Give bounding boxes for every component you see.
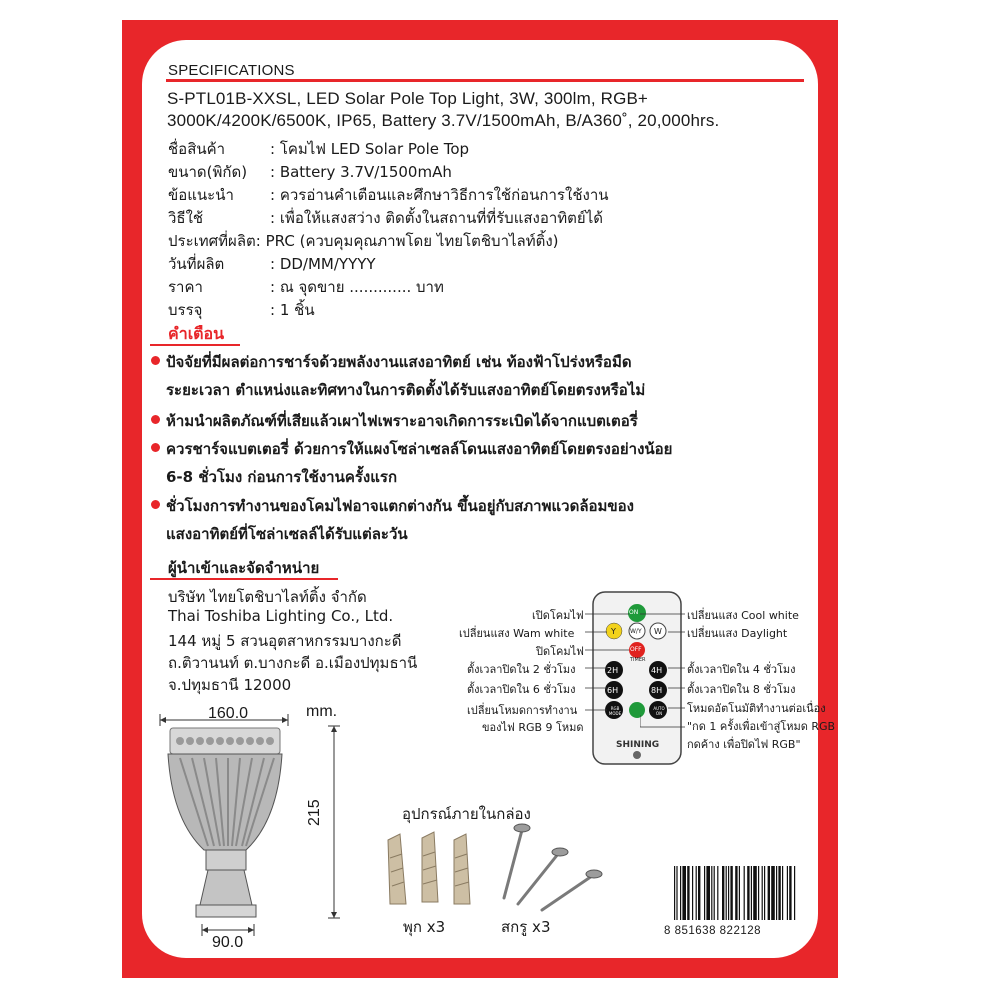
remote-label-left: เปลี่ยนโหมดการทำงาน <box>467 704 578 717</box>
barcode-bar <box>744 866 745 920</box>
warning-line: ปัจจัยที่มีผลต่อการชาร์จด้วยพลังงานแสงอาทิตย์ เช่น ท้องฟ้าโปร่งหรือมืด <box>166 353 632 371</box>
spec-row <box>168 137 469 161</box>
warning-title: คำเตือน <box>168 324 225 343</box>
bullet-icon <box>151 443 160 452</box>
remote-label-right: ตั้งเวลาปิดใน 4 ชั่วโมง <box>687 663 796 676</box>
barcode-bar <box>782 866 783 920</box>
warning-line: 6-8 ชั่วโมง ก่อนการใช้งานครั้งแรก <box>166 468 398 486</box>
spec-key: วันที่ผลิต <box>168 255 225 273</box>
spec-underline <box>166 79 804 82</box>
accessories-title: อุปกรณ์ภายในกล่อง <box>402 805 531 823</box>
barcode-bar <box>735 866 737 920</box>
spec-value: : Battery 3.7V/1500mAh <box>270 163 452 181</box>
screw-label: สกรู x3 <box>501 918 551 936</box>
spec-row <box>168 252 376 276</box>
spec-value: : 1 ชิ้น <box>270 301 315 319</box>
barcode-bar <box>753 866 757 920</box>
remote-label-left: ของไฟ RGB 9 โหมด <box>482 721 584 734</box>
importer-line: ถ.ติวานนท์ ต.บางกะดี อ.เมืองปทุมธานี <box>168 654 418 672</box>
barcode-bar <box>739 866 740 920</box>
barcode-bar <box>764 866 765 920</box>
barcode-bar <box>789 866 791 920</box>
spec-key: ประเทศที่ผลิต: <box>168 232 261 250</box>
importer-line: 144 หมู่ 5 สวนอุตสาหกรรมบางกะดี <box>168 632 402 650</box>
remote-label-right: โหมดอัตโนมัติทำงานต่อเนื่อง <box>687 702 826 715</box>
barcode-bar <box>714 866 715 920</box>
barcode-bar <box>722 866 724 920</box>
barcode-bar <box>704 866 705 920</box>
dimension-unit: mm. <box>306 703 338 720</box>
dimension-height: 215 <box>306 799 323 826</box>
remote-label-right: เปลี่ยนแสง Daylight <box>687 627 788 640</box>
spec-value: : ณ จุดขาย ............. บาท <box>270 278 444 296</box>
spec-row <box>168 183 609 207</box>
barcode-bar <box>687 866 689 920</box>
warm-white-key[interactable]: Y <box>611 627 616 636</box>
warning-line: ระยะเวลา ตำแหน่งและทิศทางในการติดตั้งได้รับแสงอาทิตย์โดยตรงหรือไม่ <box>166 381 646 399</box>
timer-2h-key[interactable]: 2H <box>607 666 619 675</box>
lamp-dimension-drawing <box>150 700 360 960</box>
remote-label-right: กดค้าง เพื่อปิดไฟ RGB" <box>687 738 801 751</box>
barcode-bar <box>762 866 763 920</box>
mixed-white-key[interactable]: W/Y <box>630 628 642 635</box>
off-key[interactable]: OFF <box>630 646 642 653</box>
warning-underline <box>150 344 240 346</box>
barcode-bar <box>711 866 712 920</box>
importer-line: บริษัท ไทยโตชิบาไลท์ติ้ง จำกัด <box>168 588 367 606</box>
barcode-bar <box>692 866 693 920</box>
spec-title: SPECIFICATIONS <box>168 62 295 79</box>
warning-line: ห้ามนำผลิตภัณฑ์ที่เสียแล้วเผาไฟเพราะอาจเกิดการระเบิดได้จากแบตเตอรี่ <box>166 412 638 430</box>
barcode-bar <box>717 866 718 920</box>
importer-line: จ.ปทุมธานี 12000 <box>168 676 292 694</box>
timer-8h-key[interactable]: 8H <box>651 686 663 695</box>
remote-callout-lines-right <box>640 605 685 745</box>
barcode-bar <box>730 866 732 920</box>
importer-underline <box>150 578 338 580</box>
barcode-bar <box>682 866 686 920</box>
spec-key: ข้อแนะนำ <box>168 186 234 204</box>
bullet-icon <box>151 415 160 424</box>
barcode-bar <box>771 866 775 920</box>
barcode <box>672 866 796 920</box>
warning-line: ควรชาร์จแบตเตอรี่ ด้วยการให้แผงโซล่าเซลล์โดนแสงอาทิตย์โดยตรงอย่างน้อย <box>166 440 673 458</box>
barcode-number: 8 851638 822128 <box>664 925 762 937</box>
barcode-bar <box>778 866 780 920</box>
spec-row <box>168 229 559 253</box>
dimension-width-base: 90.0 <box>212 934 244 951</box>
barcode-bar <box>787 866 788 920</box>
remote-label-right: เปลี่ยนแสง Cool white <box>687 609 799 622</box>
importer-line: Thai Toshiba Lighting Co., Ltd. <box>168 607 394 625</box>
barcode-bar <box>728 866 729 920</box>
spec-key: ชื่อสินค้า <box>168 140 226 158</box>
spec-row <box>168 298 315 322</box>
spec-value: : DD/MM/YYYY <box>270 255 376 273</box>
barcode-bar <box>676 866 677 920</box>
spec-row <box>168 275 444 299</box>
importer-title: ผู้นำเข้าและจัดจำหน่าย <box>168 559 320 577</box>
wall-anchor-drawing <box>378 828 488 908</box>
spec-row <box>168 206 603 230</box>
remote-label-right: "กด 1 ครั้งเพื่อเข้าสู่โหมด RGB <box>687 720 836 733</box>
auto-on-key[interactable]: AUTO ON <box>653 706 665 716</box>
remote-label-left: ปิดโคมไฟ <box>536 645 584 658</box>
spec-value: : ควรอ่านคำเตือนและศึกษาวิธีการใช้ก่อนการใช้งาน <box>270 186 609 204</box>
remote-label-right: ตั้งเวลาปิดใน 8 ชั่วโมง <box>687 683 796 696</box>
rgb-mode-key[interactable]: RGB MODE <box>608 706 622 716</box>
timer-4h-key[interactable]: 4H <box>651 666 663 675</box>
warning-line: ชั่วโมงการทำงานของโคมไฟอาจแตกต่างกัน ขึ้นอยู่กับสภาพแวดล้อมของ <box>166 497 635 515</box>
barcode-bar <box>696 866 697 920</box>
spec-key: ขนาด(พิกัด) <box>168 163 248 181</box>
barcode-bar <box>758 866 759 920</box>
barcode-bar <box>776 866 777 920</box>
spec-key: บรรจุ <box>168 301 203 319</box>
spec-key: ราคา <box>168 278 203 296</box>
barcode-bar <box>768 866 770 920</box>
on-key[interactable]: ON <box>629 609 639 616</box>
bullet-icon <box>151 356 160 365</box>
model-line-2: 3000K/4200K/6500K, IP65, Battery 3.7V/1500mAh, B/A360˚, 20,000hrs. <box>167 111 720 130</box>
barcode-bar <box>747 866 749 920</box>
daylight-key[interactable]: W <box>654 627 662 636</box>
barcode-bar <box>706 866 710 920</box>
barcode-bar <box>680 866 681 920</box>
spec-value: : เพื่อให้แสงสว่าง ติดตั้งในสถานที่ที่รับแสงอาทิตย์ได้ <box>270 209 603 227</box>
spec-key: วิธีใช้ <box>168 209 204 227</box>
timer-6h-key[interactable]: 6H <box>607 686 619 695</box>
model-line-1: S-PTL01B-XXSL, LED Solar Pole Top Light, 3W, 300lm, RGB+ <box>167 89 649 108</box>
dimension-width-top: 160.0 <box>208 705 249 722</box>
remote-label-left: ตั้งเวลาปิดใน 6 ชั่วโมง <box>467 683 576 696</box>
warning-line: แสงอาทิตย์ที่โซล่าเซลล์ได้รับแต่ละวัน <box>166 525 408 543</box>
remote-label-left: เปลี่ยนแสง Wam white <box>459 627 575 640</box>
remote-brand: SHINING <box>616 740 660 750</box>
screw-drawing <box>492 818 606 918</box>
barcode-bar <box>674 866 675 920</box>
barcode-bar <box>751 866 752 920</box>
barcode-bar <box>726 866 727 920</box>
barcode-bar <box>794 866 795 920</box>
bullet-icon <box>151 500 160 509</box>
remote-label-left: ตั้งเวลาปิดใน 2 ชั่วโมง <box>467 663 576 676</box>
remote-label-left: เปิดโคมไฟ <box>532 609 584 622</box>
spec-row <box>168 160 452 184</box>
spec-value: PRC (ควบคุมคุณภาพโดย ไทยโตชิบาไลท์ติ้ง) <box>265 232 559 250</box>
spec-value: : โคมไฟ LED Solar Pole Top <box>270 140 470 158</box>
timer-label: TIMER <box>630 657 646 663</box>
barcode-bar <box>698 866 700 920</box>
anchor-label: พุก x3 <box>403 918 446 936</box>
